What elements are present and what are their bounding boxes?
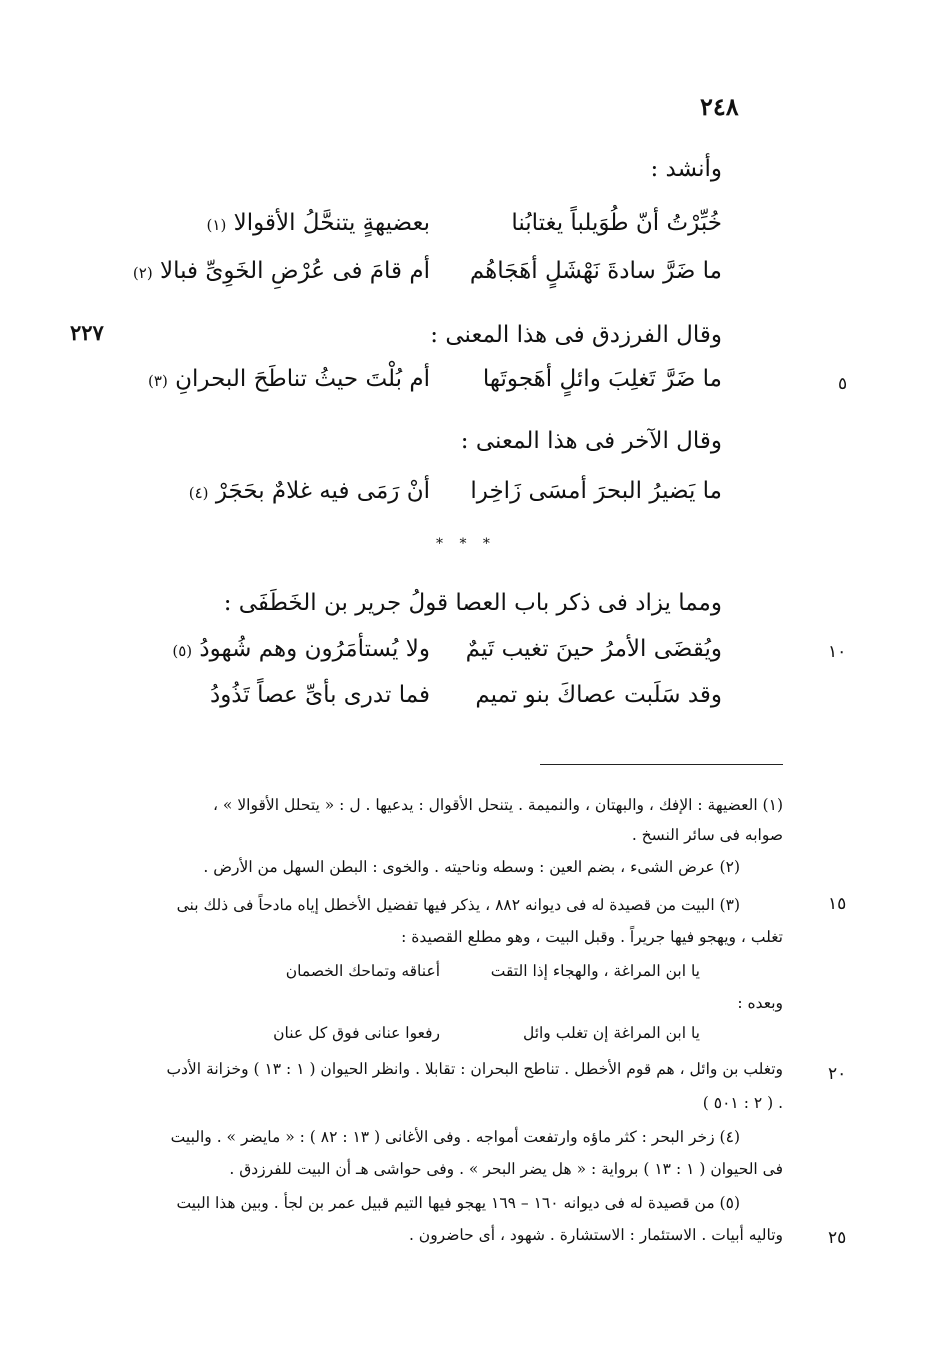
footnote-line: صوابه فى سائر النسخ . <box>631 826 783 844</box>
intro-line: وقال الآخر فى هذا المعنى : <box>460 428 722 454</box>
footnote-line: وتغلب بن وائل ، هم قوم الأخطل . تناطح البحران : تقابلا . وانظر الحيوان ( ١ : ١٣ ) وخزانة الأدب <box>166 1060 783 1078</box>
footnote-line: (٤) زخر البحر : كثر ماؤه وارتفعت أمواجه . وفى الأغانى ( ١٣ : ٨٢ ) : « مايضر » . والبيت <box>170 1128 740 1146</box>
footnote-marker: (١) <box>206 216 227 234</box>
margin-line-number: ١٥ <box>828 894 847 914</box>
footnote-line: فى الحيوان ( ١ : ١٣ ) برواية : « هل يضر البحر » . وفى حواشى هـ أن البيت للفرزدق . <box>229 1160 783 1178</box>
verse-first-hemistich: ويُقضَى الأمرُ حينَ تغيب تَيمٌ <box>465 636 722 662</box>
verse-second-hemistich: ولا يُستأمَرُون وهم شُهودُ (٥) <box>172 636 430 662</box>
footnote-marker: (٥) <box>172 642 193 660</box>
outer-page-number: ٢٢٧ <box>70 320 104 345</box>
footnote-line: تغلب ، ويهجو فيها جريراً . وقبل البيت ، وهو مطلع القصيدة : <box>401 928 783 946</box>
footnote-verse-hemistich: رفعوا عنانى فوق كل عنان <box>273 1024 440 1042</box>
verse-first-hemistich: ما ضَرَّ تَغلِبَ وائلٍ أهَجوتَها <box>482 366 722 392</box>
page-number: ٢٤٨ <box>700 92 739 121</box>
margin-line-number: ١٠ <box>828 642 847 662</box>
verse-first-hemistich: وقد سَلَبت عصاكَ بنو تميم <box>475 682 722 708</box>
footnote-rule <box>540 764 783 765</box>
footnote-line: (٢) عرض الشىء ، بضم العين : وسطه وناحيته . والخوى : البطن السهل من الأرض . <box>203 858 740 876</box>
footnote-line: ( ٢ : ٥٠١ ) . <box>702 1094 783 1112</box>
verse-second-hemistich: فما تدرى بأىِّ عصاً تَذُودُ <box>209 682 430 708</box>
footnote-marker: (٢) <box>132 264 153 282</box>
margin-line-number: ٢٠ <box>828 1064 847 1084</box>
footnote-verse-hemistich: أعناقه وتماحك الخصمان <box>285 962 440 980</box>
verse-second-hemistich: أنْ رَمَى فيه غلامٌ بحَجَرْ (٤) <box>188 478 430 504</box>
margin-line-number: ٢٥ <box>828 1228 847 1248</box>
verse-first-hemistich: خُبِّرْتُ أنّ طُوَيلباً يغتابُنا <box>511 210 722 236</box>
footnote-verse-hemistich: يا ابن المراغة ، والهجاء إذا التقت <box>490 962 700 980</box>
footnote-line: وتاليه أبيات . الاستئمار : الاستشارة . شهود ، أى حاضرون . <box>408 1226 783 1244</box>
footnote-verse-hemistich: يا ابن المراغة إن تغلب وائل <box>522 1024 700 1042</box>
intro-line: وقال الفرزدق فى هذا المعنى : <box>430 322 722 348</box>
verse-second-hemistich: بعضيهةٍ يتنحَّلُ الأقوالا (١) <box>206 210 430 236</box>
verse-first-hemistich: ما يَضيرُ البحرَ أمسَى زَاخِرا <box>470 478 722 504</box>
verse-first-hemistich: ما ضَرَّ سادةَ نَهْشَلٍ أهَجَاهُم <box>469 258 722 284</box>
footnote-line: (٣) البيت من قصيدة له فى ديوانه ٨٨٢ ، يذكر فيها تفضيل الأخطل إياه مادحاً فى ذلك بنى <box>176 896 740 914</box>
intro-line: وأنشد : <box>650 156 722 182</box>
footnote-line: (١) العضيهة : الإفك ، والبهتان ، والنميمة . يتنحل الأقوال : يدعيها . ل : « يتحلل الأقوالا » ، <box>212 796 783 814</box>
footnote-line: وبعده : <box>737 994 783 1012</box>
margin-line-number: ٥ <box>838 374 848 394</box>
footnote-marker: (٣) <box>148 372 168 390</box>
footnote-marker: (٤) <box>188 484 209 502</box>
verse-second-hemistich: أم بُلْتَ حيثُ تناطَحَ البحرانِ (٣) <box>148 366 430 392</box>
verse-second-hemistich: أم قامَ فى عُرْضِ الخَوِىِّ فبالا (٢) <box>132 258 430 284</box>
section-separator: * * * <box>436 536 496 552</box>
footnote-line: (٥) من قصيدة له فى ديوانه ١٦٠ – ١٦٩ يهجو فيها التيم قبيل عمر بن لجأ . وبين هذا البيت <box>176 1194 740 1212</box>
intro-line: ومما يزاد فى ذكر باب العصا قولُ جرير بن الخَطَفَى : <box>223 590 722 616</box>
